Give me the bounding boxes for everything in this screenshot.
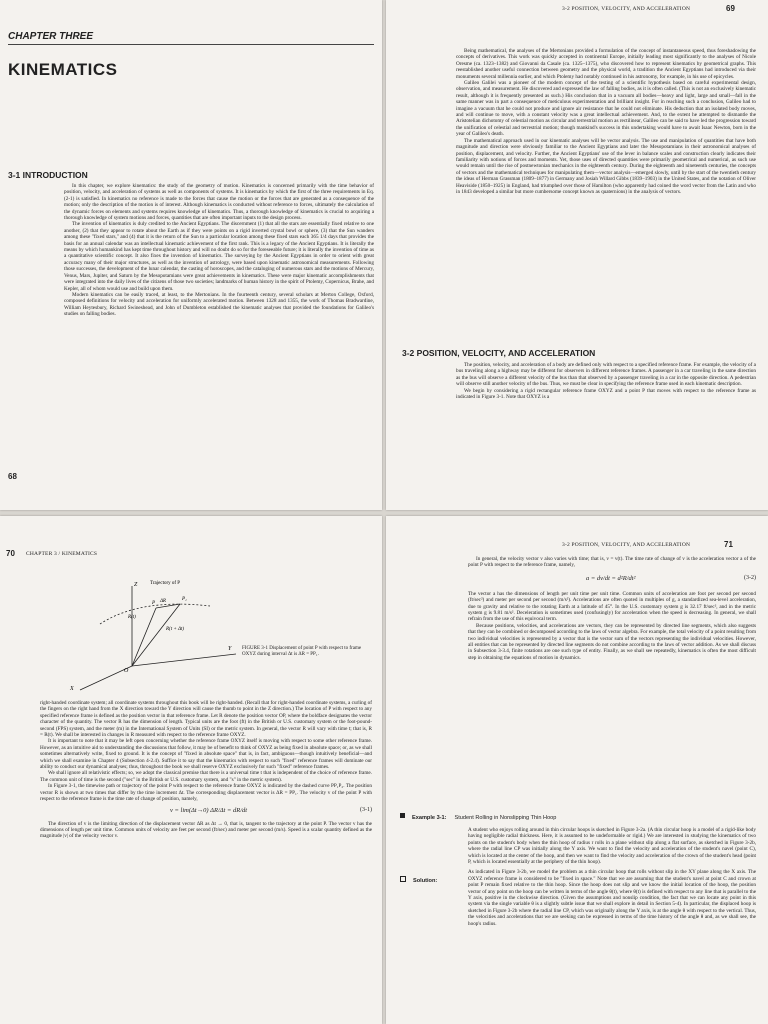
paragraph: right-handed coordinate system; all coordinate systems throughout this book will be right-handed. (Recall that for right-handed coordinate systems, a curling of the fingers on the right hand from the X direction toward the Y direction will cause the thumb to point in the Z direction.) The location of P with respect to any specified reference frame is defined as the position vector in that reference frame. Let R denote the position vector OP, where the boldface designates the vector character of the quantity. The vector R has the dimension of length. Typical units are the foot (ft) in the British or U.S. customary system or the foot-pound-second (FPS) system, and the meter (m) in the International System of Units (SI) or the metric system. In general, the vector R will vary with time t; that is, R = R(t). We shall be interested in changes in R measured with respect to the reference frame OXYZ. (40, 700, 372, 739)
body-text (64, 183, 374, 318)
page-69 (386, 0, 768, 510)
vector-delta-r (156, 604, 180, 608)
figure-caption: FIGURE 3-1 Displacement of point P with respect to frame OXYZ during interval Δt is ΔR = PP₁. (242, 646, 362, 657)
page-number: 71 (724, 540, 733, 549)
figure-3-1 (60, 574, 240, 694)
paragraph: Being mathematical, the analyses of the Mertonians provided a formulation of the concept of instantaneous speed, thus foreshadowing the concepts of derivatives. This work was quickly accepted in continental Europe, initially leading most significantly to the analyses of Nicole Oresme (ca. 1323–1382) and Giovanni da Casale (ca. 1325–1375), who discovered how to represent kinematics by geometrical graphs. This reestablished another useful connection between geometry and the physical world, a tradition the Ancient Egyptians had introduced via their monuments several millennia earlier, and which Ptolemy had notably continued in his astronomy, for example, in his use of epicycles. (456, 48, 756, 80)
example-block (400, 806, 756, 927)
example-header (400, 806, 756, 824)
body-text (468, 556, 756, 661)
example-title: Student Rolling in Nonslipping Thin Hoop (454, 815, 557, 821)
chapter-title: KINEMATICS (8, 60, 118, 79)
solution-header (400, 869, 437, 887)
page-number: 70 (6, 549, 15, 558)
running-head: CHAPTER 3 / KINEMATICS (26, 551, 98, 557)
o-label: O (124, 668, 129, 674)
section-title: 3-2 POSITION, VELOCITY, AND ACCELERATION (402, 348, 596, 358)
r-t-dt-label: R(t + Δt) (166, 627, 184, 632)
paragraph: Modern kinematics can be easily traced, at least, to the Mertonians. In the fourteenth century, several scholars at Merton College, Oxford, composed definitions for velocity and acceleration for uniformly accelerated motion. Between 1328 and 1355, the work of Thomas Bradwardine, William Heytesbury, Richard Swineshead, and John of Dumbleton established the kinematic analyses that provided the foundations for Galileo's studies on falling bodies. (64, 291, 374, 318)
solution-text: As indicated in Figure 3-2b, we model the problem as a thin circular hoop that rolls without slip in the XY plane along the X axis. The OXYZ reference frame is considered to be "fixed in space." Note that we are assuming that the student's navel at point C and crown at point P remain fixed relative to the thin hoop. Since the hoop does not slip and we know the initial location of the hoop, the position vector of any point on the hoop can be written in terms of the angle θ(t), where θ(t) is defined with respect to any line that is parallel to the Y axis, positive in the clockwise direction. (Given the assumptions and nonslip condition, the fact that we can locate any point in this system via the single variable θ is a slightly subtle issue that we shall explore in detail in Section 5-4). In particular, the displaced hoop is sketched in Figure 3-2b where the radial line CP, which was originally along the Y axis, is at the angle θ with respect to the vertical. Thus, the velocities and accelerations that we are seeking can be expressed in terms of the time history of the angle θ and, as we shall see, the hoop's radius. (468, 869, 756, 927)
solution-block (400, 869, 756, 927)
trajectory-curve (100, 604, 210, 624)
p1-label: P₁ (182, 597, 187, 602)
page-number: 69 (726, 4, 735, 13)
running-head: 3-2 POSITION, VELOCITY, AND ACCELERATION (562, 6, 691, 12)
paragraph: The vector a has the dimensions of length per unit time per unit time. Common units of acceleration are foot per second per second (ft/sec²) and meter per second per second (m/s²). Accelerations are often quoted in multiples of g, a standardized sea-level acceleration, due to gravity and relative to the rotating Earth at a latitude of 45°. In the U.S. customary system g is 32.17 ft/sec², and in the metric system g is 9.81 m/s². Deceleration is sometimes used (confusingly) for acceleration when the speed is decreasing. In general, we shall refrain from the use of this equivocal term. (468, 590, 756, 623)
body-text (40, 700, 372, 840)
solution-marker-icon (400, 876, 406, 882)
z-label: Z (134, 582, 138, 588)
page-68 (0, 0, 382, 510)
r-t-label: R(t) (128, 615, 136, 620)
paragraph: The direction of v is the limiting direction of the displacement vector ΔR as Δt → 0, that is, tangent to the trajectory at the point P. The vector v has the dimensions of length per unit time. Common units of velocity are feet per second (ft/sec) and meter per second (m/s). Speed is a scalar quantity defined as the magnitude |v| of the velocity vector v. (40, 820, 372, 840)
p-label: P (152, 601, 156, 606)
paragraph: In general, the velocity vector v also varies with time; that is, v = v(t). The time rate of change of v is the acceleration vector a of the point P with respect to the reference frame, namely, (468, 556, 756, 569)
example-marker-icon (400, 813, 405, 818)
paragraph: The mathematical approach used in our kinematic analyses will be vector analysis. The use and manipulation of quantities that have both magnitude and direction were obviously familiar to the Ancient Egyptians and later the Mesopotamians in their astronomical analyses of position, displacement, and velocity. Further, the Ancient Egyptians' use of the lever in balance scales and construction clearly indicates their familiarity with notions of forces and moments. Yet, those uses of directed quantities were primarily geometrical and numerical, as such use would remain until the rise of postnewtonian mechanics in the eighteenth century. During the eighteenth and nineteenth centuries, the concepts of vectors and the mathematical techniques for manipulating them—vector analysis—emerged slowly, until by the start of the twentieth century the ideas of Herman Grassman (1809–1877) in Germany and Josiah Willard Gibbs (1839–1903) in the United States, and the notation of Oliver Heaviside (1850–1925) in England, had triumphed over those of Hamilton (who apparently had coined the word vector from the Latin and who in 1843 developed a similar but more cumbersome concept known as quaternions) in the analysis of vectors. (456, 137, 756, 195)
page-number: 68 (8, 472, 17, 481)
solution-label: Solution: (413, 878, 438, 885)
paragraph: The invention of kinematics is duly credited to the Ancient Egyptians. The discernment (1) that all the stars are essentially fixed relative to one another, (2) that they appear to rotate about the Earth as if they were points on a rigid inverted crystal bowl or sphere, (3) that the Sun wanders among these "fixed stars," and (4) that it is the return of the Sun to a particular location among these fixed stars each 365 1/4 days that provides the basis for an annual calendar was an intellectual kinematic achievement of the first rank. This is a legacy of the Ancient Egyptians. It is literally the means by which humankind has kept time throughout history and will no doubt do so for the foreseeable future; it is literally the invention of time as a quantitative scientific concept. It also fixes the invention of kinematics. The surveying by the Ancient Egyptians in order to orient with great accuracy many of their major structures, as well as the invention of astrology, were based upon kinematic astronomical measurements. Following those successes, the development of the lunar calendar, the casting of horoscopes, and the cataloging of numerous stars and the motions of Mercury, Venus, Mars, Jupiter, and Saturn by the Mesopotamians were great achievements in kinematics. These were major kinematic accomplishments that were integrated into the daily lives of the citizens of those two societies; landmarks of human history in the spirit of Ptolemy, Copernicus, Brahe, and Kepler, all of whom would use and build upon them. (64, 221, 374, 292)
paragraph: We begin by considering a rigid rectangular reference frame OXYZ and a point P that moves with respect to the reference frame as indicated in Figure 3-1. Note that OXYZ is a (456, 387, 756, 401)
equation-number: (3-2) (744, 574, 756, 581)
page-70 (0, 516, 382, 1024)
chapter-label: CHAPTER THREE (8, 31, 94, 42)
section-title: 3-1 INTRODUCTION (8, 170, 88, 180)
equation-row (468, 572, 756, 588)
equation-row (40, 805, 372, 819)
paragraph: In this chapter, we explore kinematics: the study of the geometry of motion. Kinematics is concerned primarily with the time behavior of position, velocity, and acceleration of systems as well as components of systems. It is kinematics by which the first of the three requirements in Eq. (2-1) is satisfied. In kinematics no reference is made to the forces that cause the motion or the forces that are generated as a consequence of the motion; only the description of the motion is of interest. Although kinematics is conducted without reference to forces, ultimately the calculation of the dynamic forces on elements and systems requires knowledge of kinematics. Thus, a thorough knowledge of kinematics is crucial to acquiring a thorough knowledge of system motions and forces, quantities that are often important inputs to the design process. (64, 183, 374, 222)
chapter-rule (8, 44, 374, 45)
equation-number: (3-1) (360, 806, 372, 813)
example-text: A student who enjoys rolling around in thin circular hoops is sketched in Figure 3-2a. (A thin circular hoop is a model of a rigid-like body having negligible radial thickness. Here, it is assumed to be undeformable or rigid.) We are interested in studying the kinematics of two points on the student's body when the thin hoop of radius r rolls in a plane without slip along a flat surface, as sketched in Figure 3-2b, where the radial line CP was initially along the Y axis. We want to find the velocity and acceleration of the student's navel (point C), which is located at the center of the hoop, and then we want to find the velocity and acceleration of the crown of the student's head (point P, which is located essentially at the periphery of the thin hoop). (468, 827, 756, 866)
paragraph: Galileo Galilei was a pioneer of the modern concept of the testing of a scientific hypothesis based on careful experimental design, observation, and measurement. He discovered and expressed the law of falling bodies, as it is often called. (This is not an exclusively kinematic result, although it is frequently presented as such.) His conclusion that in a vacuum all bodies—heavy and light, large and small—fall in the same manner was in part a consequence of meticulous experimentation and brilliant insight. For in reaching such a conclusion, Galileo had to imagine a vacuum that he could not produce and ignore air resistance that he could not eliminate. His deduction that an isolated body moves, and will continue to move, with a constant velocity was a great intellectual achievement. And, to the extent he attempted to dismantle the Aristotelian dichotomy of celestial motion as circular and terrestrial motion as rectilinear, Galileo can be said to have led the progression toward the unification of celestial and terrestrial motion; though mankind's success in this undertaking would have to await Isaac Newton, born in the year of Galileo's death. (456, 80, 756, 138)
paragraph: In Figure 3-1, the timewise path or trajectory of the point P with respect to the reference frame OXYZ is indicated by the dashed curve PP₁P₂. The position vector R is shown at two times that differ by the time increment Δt. The corresponding displacement vector is ΔR = PP₁. The velocity v of the point P with respect to the reference frame is the time rate of change of position, namely, (40, 783, 372, 803)
example-label: Example 3-1: (412, 815, 447, 821)
body-text (456, 48, 756, 195)
paragraph: We shall ignore all relativistic effects; so, we adopt the classical premise that there is a universal time t that is independent of the choice of reference frame. The common unit of time is the second ("sec" in the British or U.S. customary system, and "s" in the metric system). (40, 770, 372, 783)
paragraph: It is important to note that it may be left open concerning whether the reference frame OXYZ itself is moving with respect to some other reference frame. However, as an intuitive aid to understanding the discussions that follow, it may be of benefit to think of OXYZ as being fixed in absolute space; or, as we shall sometimes alternatively write, fixed to ground. It is the concept of "fixed in absolute space" that is, in fact, ambiguous—though intuitively beneficial—and which we shall examine in Chapter 4 (Subsection 4-2.4). Suffice it to say that the kinematics with respect to such "fixed" reference frames will dominate our ability to conduct our dynamical analyses; thus, throughout the book we shall reserve OXYZ exclusively for such "fixed" reference frames. (40, 738, 372, 771)
equation: a = dv/dt = d²R/dt² (586, 574, 636, 582)
page-71 (386, 516, 768, 1024)
equation: v = lim(Δt→0) ΔR/Δt = dR/dt (170, 806, 248, 814)
running-head: 3-2 POSITION, VELOCITY, AND ACCELERATION (562, 542, 691, 548)
y-axis (132, 654, 236, 666)
trajectory-label: Trajectory of P (150, 581, 181, 586)
paragraph: Because positions, velocities, and accelerations are vectors, they can be represented by directed line segments, which also suggests that they can be combined or decomposed according to the laws of vector algebra. For example, the total velocity of a point resulting from two individual velocities is represented by a vector that is the vector sum of the vectors representing the individual velocities. However, all entities that can be represented by directed line segments do not combine according to the laws of vector addition. As we shall discuss in Subsection 3-3.4, finite rotations are one such type of entity. Finally, as we shall see repeatedly, kinematics is often the most difficult step in obtaining the equations of motion in dynamics. (468, 622, 756, 661)
x-label: X (70, 686, 74, 692)
vector-r-t-dt (132, 604, 180, 666)
section-body (456, 362, 756, 400)
delta-r-label: ΔR (160, 599, 166, 604)
y-label: Y (228, 646, 232, 652)
paragraph: The position, velocity, and acceleration of a body are defined only with respect to a specified reference frame. For example, the velocity of a bus traveling along a highway may be different for observers in different reference frames. A passenger in a car traveling in the same direction as the bus will observe a different velocity of the bus than that observed by a passenger traveling in a car in the opposite direction. A pedestrian will observe still another velocity of the bus. Thus, we must be clear in specifying the reference frame used in each kinematic description. (456, 362, 756, 388)
